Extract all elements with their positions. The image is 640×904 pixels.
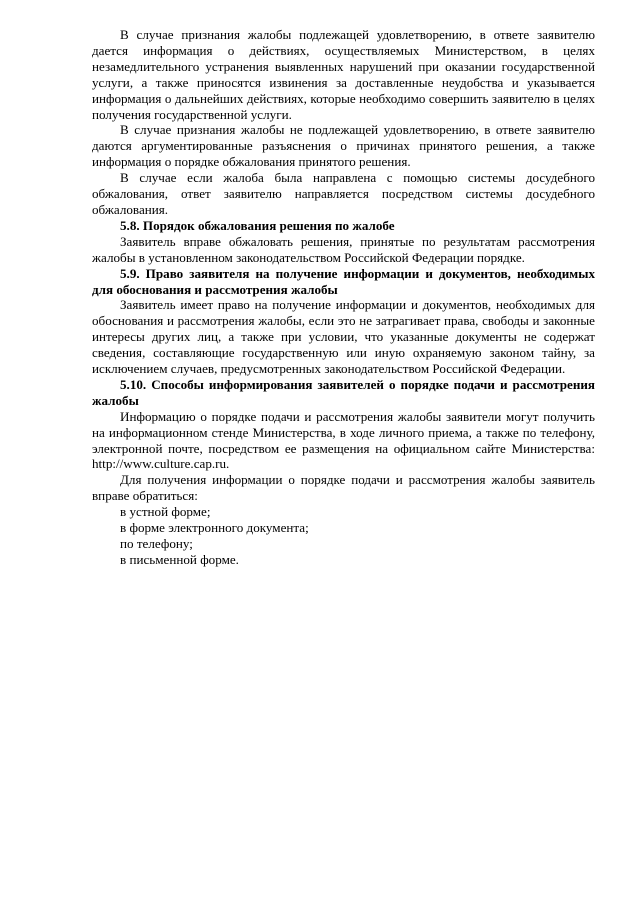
list-item: в письменной форме. [120,551,239,567]
paragraph-5-8: Заявитель вправе обжаловать решения, принятые по результатам рассмотрения жалобы в установленном законодательством Российской Федерации порядке. [92,233,595,265]
paragraph-rejected-complaint: В случае признания жалобы не подлежащей удовлетворению, в ответе заявителю даются аргументированные разъяснения о причинах принятого решения, а также информация о порядке обжалования принятого решения. [92,122,595,170]
contact-methods-list [92,504,595,568]
paragraph-pretrial-system: В случае если жалоба была направлена с помощью системы досудебного обжалования, ответ заявителю направляется посредством системы досудебного обжалования. [92,170,595,217]
section-heading-5-8: 5.8. Порядок обжалования решения по жалобе [120,217,395,233]
list-item: в форме электронного документа; [120,520,309,536]
paragraph-5-10-contact: Для получения информации о порядке подачи и рассмотрения жалобы заявитель вправе обратиться: [92,472,595,504]
list-item: в устной форме; [120,504,211,520]
section-heading-5-9: 5.9. Право заявителя на получение информации и документов, необходимых для обоснования и рассмотрения жалобы [92,265,595,297]
paragraph-satisfied-complaint: В случае признания жалобы подлежащей удовлетворению, в ответе заявителю дается информация о действиях, осуществляемых Министерством, в целях незамедлительного устранения выявленных нарушений при оказании государственной услуги, а также приносятся извинения за доставленные неудобства и указывается информация о дальнейших действиях, которые необходимо совершить заявителю в целях получения государственной услуги. [92,27,595,122]
document-page [92,27,595,568]
paragraph-5-9: Заявитель имеет право на получение информации и документов, необходимых для обоснования и рассмотрения жалобы, если это не затрагивает права, свободы и законные интересы других лиц, а также при условии, что указанные документы не содержат сведения, составляющие государственную или иную охраняемую законом тайну, за исключением случаев, предусмотренных законодательством Российской Федерации. [92,297,595,377]
list-item: по телефону; [120,536,193,551]
paragraph-5-10-info: Информацию о порядке подачи и рассмотрения жалобы заявители могут получить на информационном стенде Министерства, в ходе личного приема, а также по телефону, электронной почте, посредством ее размещения на официальном сайте Министерства: http://www.culture.cap.ru. [92,408,595,472]
section-heading-5-10: 5.10. Способы информирования заявителей о порядке подачи и рассмотрения жалобы [92,376,595,408]
